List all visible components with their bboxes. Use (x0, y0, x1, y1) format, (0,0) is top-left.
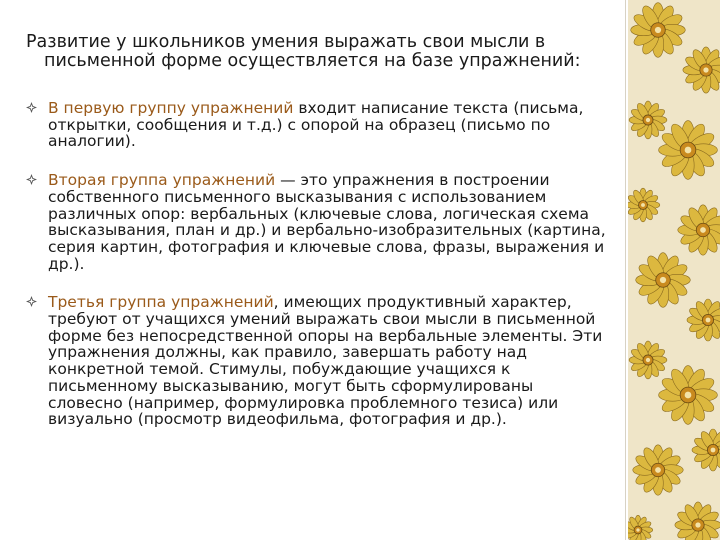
diamond-bullet-icon (26, 174, 37, 185)
heading-line-2: письменной форме осуществляется на базе упражнений: (44, 51, 581, 71)
bullet-text: , имеющих продуктивный характер, требуют от учащихся умений выражать свои мысли в письменной форме без непосредственной опоры на вербальные элементы. Эти упражнения должны, как правило, завершать работу над конкретной темой. Стимулы, побуждающие учащихся к письменному высказыванию, могут быть сформулированы словесно (например, формулировка проблемного тезиса) или визуально (просмотр видеофильма, фотография и др.). (48, 293, 603, 429)
diamond-bullet-icon (26, 102, 37, 113)
flower-pattern-icon (628, 0, 720, 540)
bullet-text: входит написание текста (письма, открытки, сообщения и т.д.) с опорой на образец (письмо по аналогии). (48, 99, 584, 151)
bullet-text: — это упражнения в построении собственного письменного высказывания с использованием различных опор: вербальных (ключевые слова, логическая схема высказывания, план и др.) и вербально-изобразительных (картина, серия картин, фотография и ключевые слова, фразы, выражения и др.). (48, 171, 606, 273)
border-divider (625, 0, 626, 540)
slide-heading (26, 33, 606, 71)
bullet-highlight: Третья группа упражнений (48, 293, 274, 312)
bullet-list (26, 100, 611, 428)
diamond-bullet-icon (26, 296, 37, 307)
bullet-highlight: Вторая группа упражнений (48, 171, 276, 190)
bullet-highlight: В первую группу упражнений (48, 99, 294, 117)
bullet-item-2 (26, 172, 611, 272)
heading-line-1: Развитие у школьников умения выражать свои мысли в (26, 32, 546, 52)
bullet-item-1 (26, 100, 611, 150)
decorative-border (628, 0, 720, 540)
bullet-item-3 (26, 294, 611, 428)
